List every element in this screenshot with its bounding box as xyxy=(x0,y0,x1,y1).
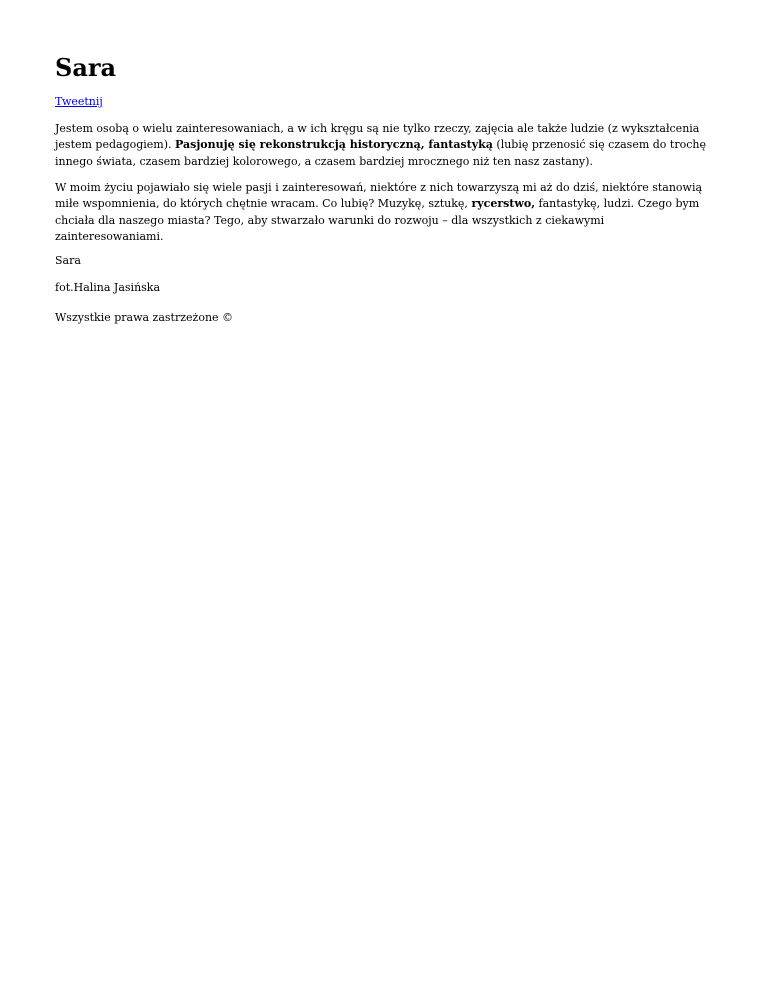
intro-paragraph xyxy=(55,121,715,170)
interests-bold-text: rycerstwo, xyxy=(471,197,536,211)
photo-credit: fot.Halina Jasińska xyxy=(55,281,161,294)
copyright-notice: Wszystkie prawa zastrzeżone © xyxy=(55,311,234,324)
intro-text-start: Jestem osobą o wielu zainteresowaniach, a w ich kręgu są nie tylko rzeczy, zajęcia ale także ludzie (z wykształcenia jestem pedagogiem). xyxy=(55,122,700,152)
page-title: Sara xyxy=(55,53,117,82)
intro-text-end: (lubię przenosić się czasem do trochę innego świata, czasem bardziej kolorowego, a czasem bardziej mrocznego niż ten nasz zastany). xyxy=(55,138,706,168)
tweet-link[interactable]: Tweetnij xyxy=(55,95,103,108)
interests-text-end: fantastykę, ludzi. Czego bym chciała dla naszego miasta? Tego, aby stwarzało warunki do rozwoju – dla wszystkich z ciekawymi zainteresowaniami. xyxy=(55,197,700,244)
interests-text-start: W moim życiu pojawiało się wiele pasji i zainteresowań, niektóre z nich towarzyszą mi aż do dziś, niektóre stanowią miłe wspomnienia, do których chętnie wracam. Co lubię? Muzykę, sztukę, xyxy=(55,181,703,211)
intro-bold-text: Pasjonuję się rekonstrukcją historyczną, fantastyką xyxy=(175,138,493,152)
author-name: Sara xyxy=(55,254,81,267)
interests-paragraph xyxy=(55,180,715,246)
